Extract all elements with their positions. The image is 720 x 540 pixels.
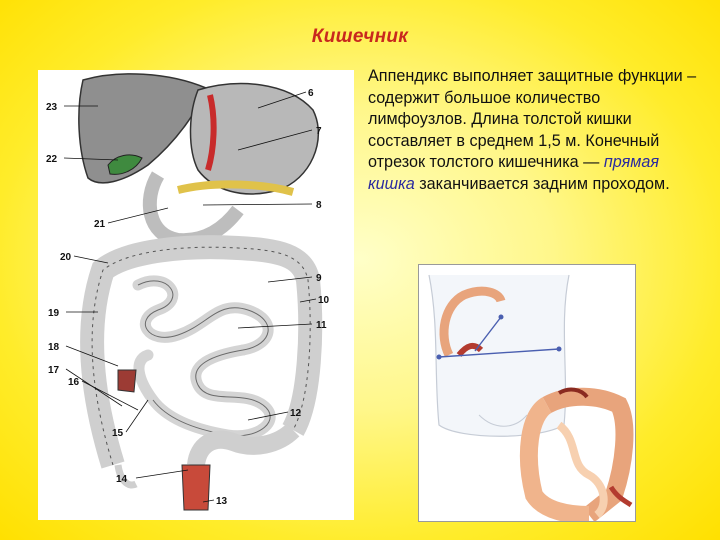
rectum-shape <box>182 465 210 510</box>
label-10: 10 <box>318 295 330 306</box>
label-13: 13 <box>216 496 228 507</box>
label-9: 9 <box>316 273 322 284</box>
cecum-cut-shape <box>118 370 136 392</box>
label-15: 15 <box>112 428 124 439</box>
label-11: 11 <box>316 320 327 331</box>
description-text-before: Аппендикс выполняет защитные функции – содержит большое количество лимфоузлов. Длина толстой кишки составляет в среднем 1,5 м. Конечный отрезок толстого кишечника — <box>368 67 697 172</box>
label-19: 19 <box>48 308 60 319</box>
slide-title: Кишечник <box>311 26 409 47</box>
projection-point <box>437 355 442 360</box>
label-6: 6 <box>308 88 314 99</box>
label-16: 16 <box>68 377 80 388</box>
label-17: 17 <box>48 365 60 376</box>
label-18: 18 <box>48 342 60 353</box>
small-intestine-shape <box>138 281 270 436</box>
description-text-after: заканчивается задним проходом. <box>414 174 670 193</box>
intestine-anatomy-drawing <box>38 70 354 520</box>
label-21: 21 <box>94 219 106 230</box>
label-20: 20 <box>60 252 72 263</box>
label-7: 7 <box>316 126 322 137</box>
intestine-anatomy-figure <box>38 70 354 520</box>
liver-shape <box>79 74 206 183</box>
label-12: 12 <box>290 408 302 419</box>
projection-point <box>557 347 562 352</box>
colon-illustration-drawing <box>419 265 635 521</box>
label-22: 22 <box>46 154 58 165</box>
label-23: 23 <box>46 102 58 113</box>
colon-illustration <box>418 264 636 522</box>
label-14: 14 <box>116 474 128 485</box>
label-8: 8 <box>316 200 322 211</box>
description-text <box>368 66 698 196</box>
projection-point <box>499 315 504 320</box>
description-term: прямая кишка <box>368 153 659 193</box>
